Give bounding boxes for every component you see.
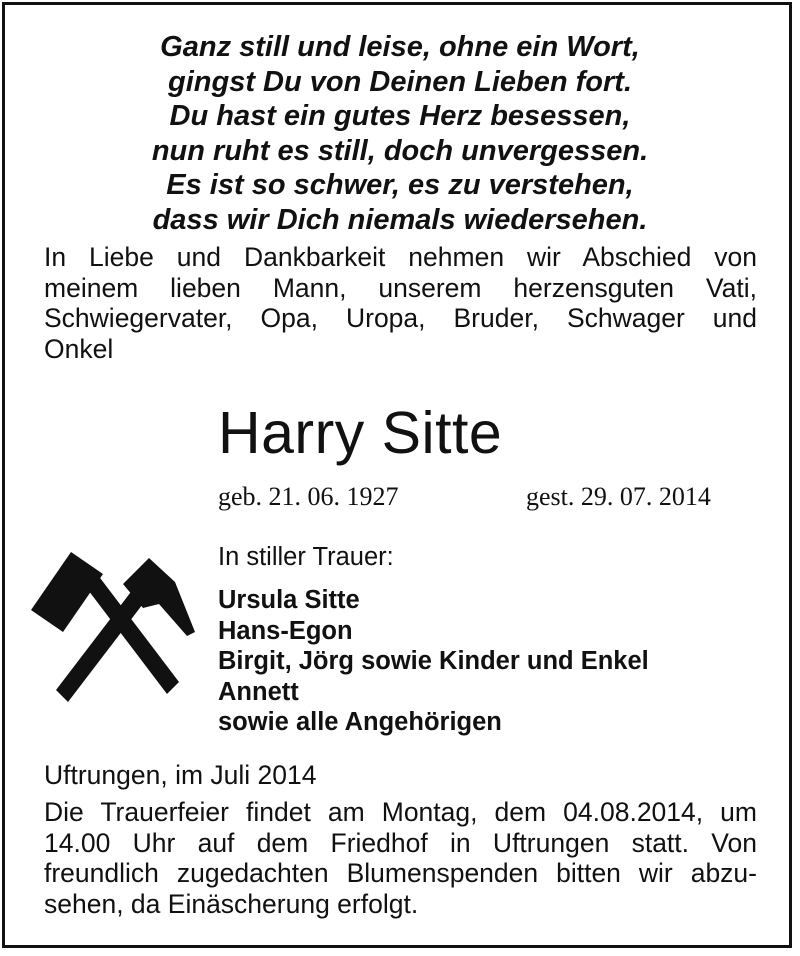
mourning-label: In stiller Trauer: (218, 543, 394, 571)
poem-line: dass wir Dich niemals wiedersehen. (152, 203, 648, 236)
mourner-name: Hans-Egon (218, 616, 353, 645)
mourners-list (218, 585, 649, 738)
funeral-notice (44, 797, 757, 919)
intro-line: meinem lieben Mann, unserem herzensguten Vati, (44, 272, 757, 303)
poem (0, 30, 800, 237)
poem-line: Ganz still und leise, ohne ein Wort, (160, 31, 640, 63)
notice-line: Die Trauerfeier findet am Montag, dem 04.08.2014, um (44, 797, 757, 827)
intro-line: In Liebe und Dankbarkeit nehmen wir Abschied von (44, 242, 757, 272)
mourner-name: Birgit, Jörg sowie Kinder und Enkel (218, 647, 649, 675)
poem-line: Es ist so schwer, es zu verstehen, (166, 169, 634, 201)
notice-line: freundlich zugedachten Blumenspenden bitten wir abzu- (44, 858, 757, 888)
notice-line: 14.00 Uhr auf dem Friedhof in Uftrungen statt. Von (44, 827, 757, 858)
deceased-name: Harry Sitte (218, 400, 503, 466)
poem-line: nun ruht es still, doch unvergessen. (151, 134, 649, 167)
mourner-name: Annett (218, 677, 299, 706)
intro-text (44, 242, 757, 364)
poem-line: Du hast ein gutes Herz besessen, (169, 100, 631, 132)
mourner-name: sowie alle Angehörigen (218, 708, 502, 736)
notice-line: sehen, da Einäscherung erfolgt. (44, 888, 419, 919)
place-and-date: Uftrungen, im Juli 2014 (44, 760, 317, 790)
hammer-and-pick-icon (27, 552, 199, 712)
death-date: gest. 29. 07. 2014 (526, 482, 711, 511)
intro-line: Onkel (44, 333, 114, 364)
birth-date: geb. 21. 06. 1927 (218, 482, 399, 511)
poem-line: gingst Du von Deinen Lieben fort. (168, 65, 632, 98)
mourner-name: Ursula Sitte (218, 586, 360, 614)
intro-line: Schwiegervater, Opa, Uropa, Bruder, Schwager und (44, 303, 757, 333)
